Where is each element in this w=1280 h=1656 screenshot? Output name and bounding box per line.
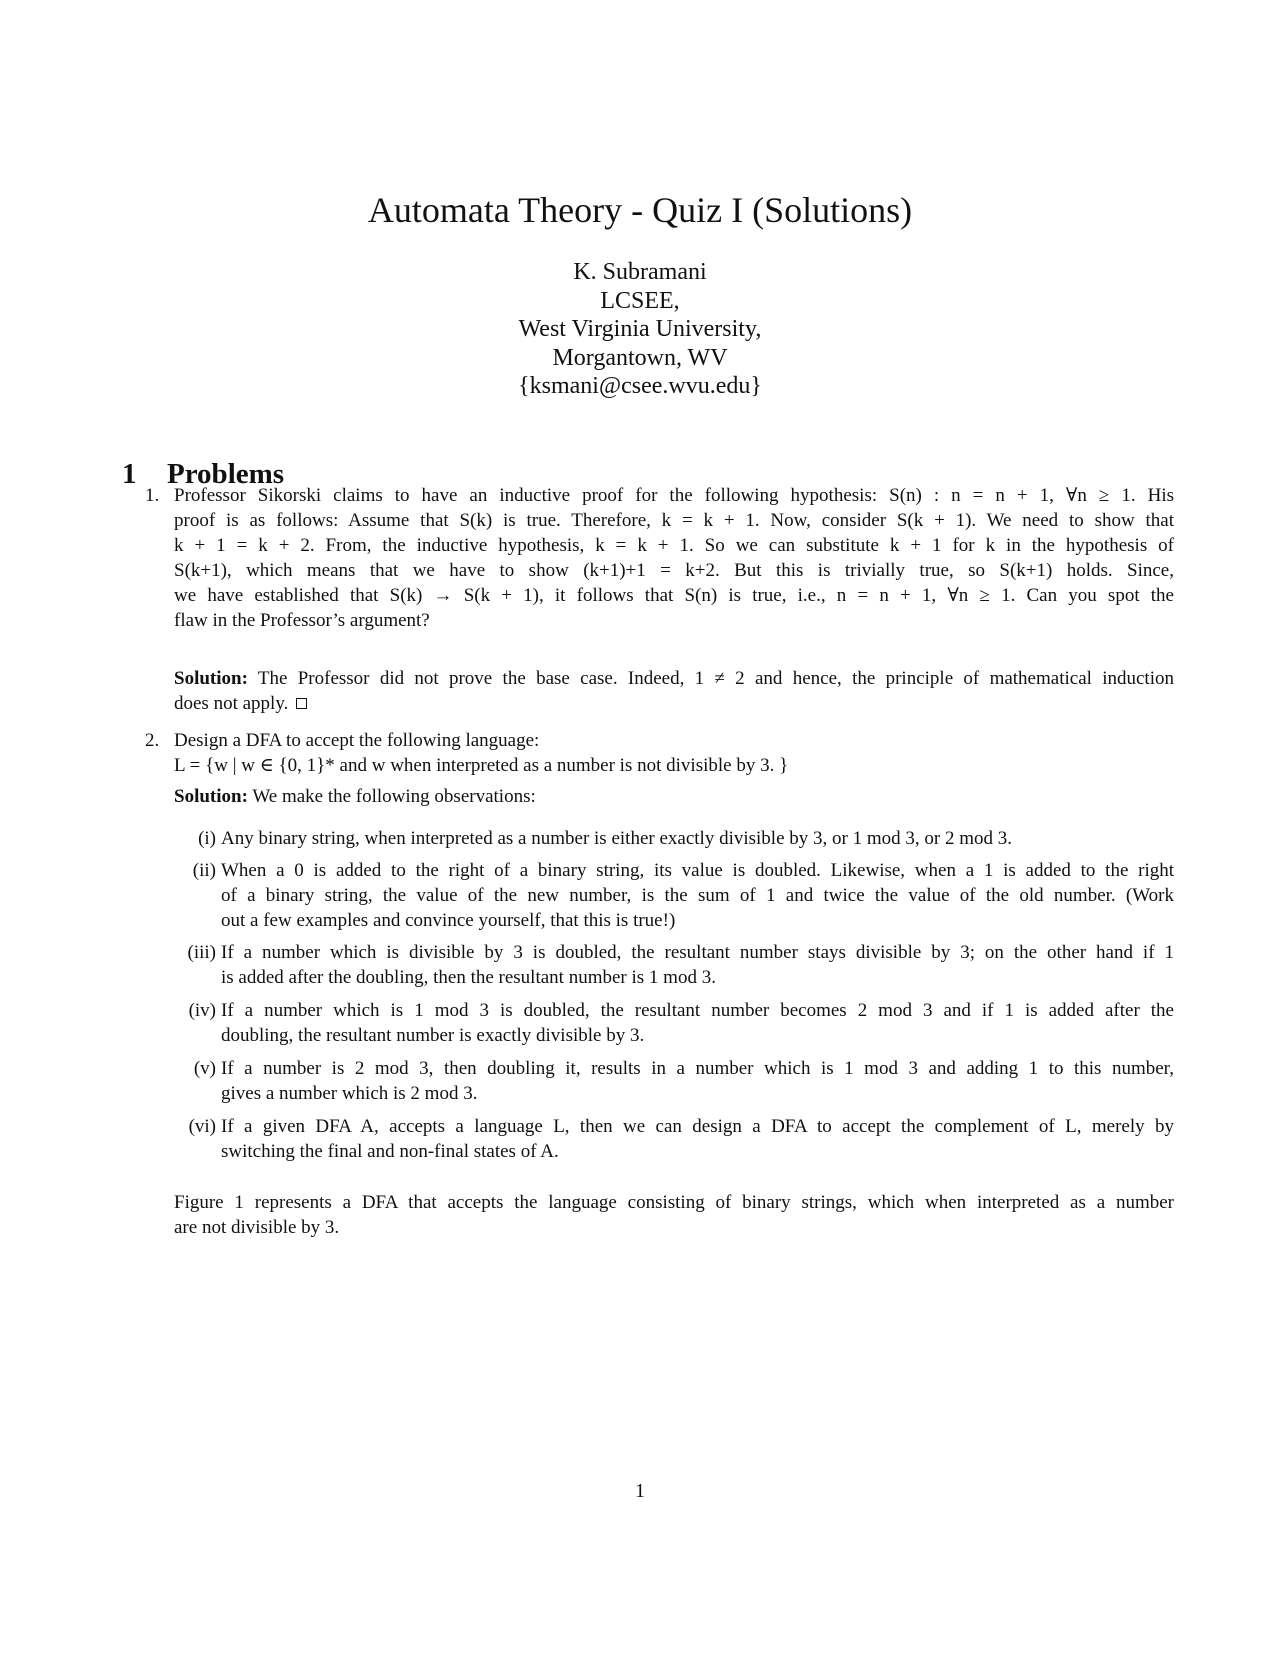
observation-line: switching the final and non-final states of A. (221, 1141, 559, 1162)
observation-vi (188, 1114, 1174, 1164)
observation-line: If a given DFA A, accepts a language L, then we can design a DFA to accept the complement of L, merely by (221, 1116, 1174, 1137)
author-city: Morgantown, WV (552, 344, 728, 371)
observation-v (193, 1056, 1174, 1106)
figure-reference-paragraph (174, 1190, 1174, 1240)
section-number: 1 (122, 458, 137, 490)
problem-1-line: k + 1 = k + 2. From, the inductive hypothesis, k = k + 1. So we can substitute k + 1 for k in the hypothesis of (174, 535, 1174, 556)
observation-line: out a few examples and convince yourself, that this is true!) (221, 910, 676, 931)
problem-1-label: 1. (145, 485, 160, 506)
observation-line: If a number which is 1 mod 3 is doubled, the resultant number becomes 2 mod 3 and if 1 is added after the (221, 1000, 1174, 1021)
problem-2-solution (174, 784, 1174, 809)
observation-label: (iv) (188, 1000, 216, 1021)
solution-text: does not apply. (174, 693, 289, 714)
observation-label: (v) (193, 1058, 216, 1079)
problem-2-line: L = {w | w ∈ {0, 1}* and w when interpreted as a number is not divisible by 3. } (174, 755, 789, 776)
observation-line: If a number is 2 mod 3, then doubling it, results in a number which is 1 mod 3 and adding 1 to this number, (221, 1058, 1174, 1079)
observation-line: If a number which is divisible by 3 is doubled, the resultant number stays divisible by 3; on the other hand if 1 (221, 942, 1174, 963)
observation-line: gives a number which is 2 mod 3. (221, 1083, 478, 1104)
problem-1-line: Professor Sikorski claims to have an inductive proof for the following hypothesis: S(n) : n = n + 1, ∀n ≥ 1. His (174, 485, 1174, 506)
observation-line: is added after the doubling, then the resultant number is 1 mod 3. (221, 967, 716, 988)
author-name: K. Subramani (573, 259, 707, 285)
author-university: West Virginia University, (518, 316, 762, 342)
observation-line: Any binary string, when interpreted as a number is either exactly divisible by 3, or 1 mod 3, or 2 mod 3. (221, 828, 1012, 849)
problem-1 (145, 483, 1174, 633)
closing-line: are not divisible by 3. (174, 1217, 340, 1238)
document-title: Automata Theory - Quiz I (Solutions) (367, 190, 913, 230)
solution-label: Solution: (174, 668, 248, 689)
problem-1-line: we have established that S(k) → S(k + 1), it follows that S(n) is true, i.e., n = n + 1, ∀n ≥ 1. Can you spot the (174, 585, 1174, 606)
observation-iv (188, 998, 1174, 1048)
problem-2-label: 2. (145, 730, 160, 751)
observation-iii (187, 940, 1174, 990)
observation-label: (vi) (188, 1116, 216, 1137)
section-title: Problems (167, 458, 285, 490)
qed-square-icon (296, 698, 307, 709)
closing-line: Figure 1 represents a DFA that accepts the language consisting of binary strings, which when interpreted as a number (174, 1192, 1174, 1213)
solution-text: The Professor did not prove the base case. Indeed, 1 ≠ 2 and hence, the principle of mathematical induction (257, 668, 1174, 689)
problem-2 (145, 728, 1174, 778)
observation-line: of a binary string, the value of the new number, is the sum of 1 and twice the value of the old number. (Work (221, 885, 1174, 906)
problem-1-solution (174, 666, 1174, 716)
author-block (0, 258, 1280, 401)
problem-2-line: Design a DFA to accept the following language: (174, 730, 540, 751)
author-dept: LCSEE, (600, 287, 680, 314)
observation-line: When a 0 is added to the right of a binary string, its value is doubled. Likewise, when a 1 is added to the right (221, 860, 1174, 881)
page-number: 1 (635, 1480, 645, 1502)
observation-label: (i) (198, 828, 216, 849)
author-email: {ksmani@csee.wvu.edu} (518, 373, 762, 399)
observation-i (198, 826, 1174, 851)
observation-ii (192, 858, 1174, 933)
observation-line: doubling, the resultant number is exactly divisible by 3. (221, 1025, 645, 1046)
problem-1-line: flaw in the Professor’s argument? (174, 610, 430, 631)
observation-label: (ii) (192, 860, 216, 881)
solution-text: We make the following observations: (252, 786, 536, 807)
solution-label: Solution: (174, 786, 248, 807)
observation-label: (iii) (187, 942, 216, 963)
problem-1-line: proof is as follows: Assume that S(k) is true. Therefore, k = k + 1. Now, consider S(k + 1). We need to show that (174, 510, 1174, 531)
problem-1-line: S(k+1), which means that we have to show (k+1)+1 = k+2. But this is trivially true, so S(k+1) holds. Since, (174, 560, 1174, 581)
